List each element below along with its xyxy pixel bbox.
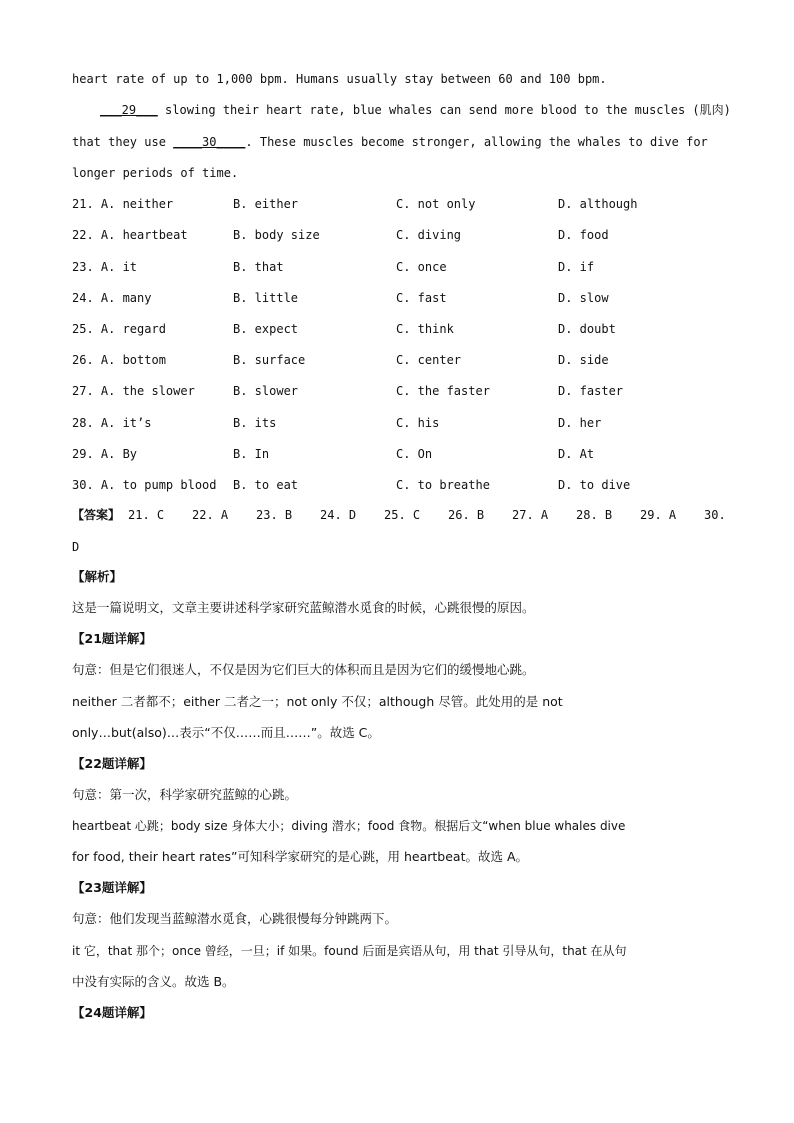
option-row — [0, 196, 794, 212]
option-c: C. fast — [396, 291, 447, 305]
q23-line-1: 句意：他们发现当蓝鲸潜水觅食，心跳很慢每分钟跳两下。 — [72, 911, 398, 926]
answer-item: 22. A — [192, 508, 229, 522]
option-c: C. On — [396, 447, 433, 461]
option-b: B. In — [233, 447, 270, 461]
option-c: C. center — [396, 353, 462, 367]
option-a: 24. A. many — [72, 291, 152, 305]
passage-line-3 — [72, 134, 708, 150]
analysis-heading: 【解析】 — [72, 569, 123, 584]
option-row — [0, 446, 794, 462]
option-row — [0, 383, 794, 399]
option-row — [0, 321, 794, 337]
option-d: D. although — [558, 197, 638, 211]
answer-item: 27. A — [512, 508, 549, 522]
answer-item: 23. B — [256, 508, 293, 522]
answer-item: 21. C — [128, 508, 165, 522]
option-a: 23. A. it — [72, 260, 138, 274]
option-a: 30. A. to pump blood — [72, 478, 217, 492]
option-d: D. faster — [558, 384, 624, 398]
answer-item: 28. B — [576, 508, 613, 522]
passage-line-1: heart rate of up to 1,000 bpm. Humans usually stay between 60 and 100 bpm. — [72, 72, 607, 86]
blank-29: ___29___ — [100, 103, 158, 117]
passage-line-3-start: that they use — [72, 135, 174, 149]
option-row — [0, 259, 794, 275]
q24-heading: 【24题详解】 — [72, 1005, 152, 1020]
option-row — [0, 227, 794, 243]
passage-line-2 — [100, 102, 731, 118]
option-b: B. its — [233, 416, 277, 430]
answer-item: 25. C — [384, 508, 421, 522]
option-d: D. food — [558, 228, 609, 242]
q22-line-2: heartbeat 心跳；body size 身体大小；diving 潜水；food 食物。根据后文“when blue whales dive — [72, 819, 626, 833]
option-row — [0, 352, 794, 368]
option-a: 25. A. regard — [72, 322, 166, 336]
q22-line-1: 句意：第一次，科学家研究蓝鲸的心跳。 — [72, 787, 298, 802]
q21-line-1: 句意：但是它们很迷人，不仅是因为它们巨大的体积而且是因为它们的缓慢地心跳。 — [72, 662, 535, 677]
option-b: B. surface — [233, 353, 306, 367]
option-d: D. to dive — [558, 478, 631, 492]
answer-item: 26. B — [448, 508, 485, 522]
option-d: D. At — [558, 447, 595, 461]
option-d: D. if — [558, 260, 595, 274]
answer-item: 30. — [704, 508, 726, 522]
q21-line-3: only…but(also)…表示“不仅……而且……”。故选 C。 — [72, 725, 380, 740]
option-a: 26. A. bottom — [72, 353, 166, 367]
option-row — [0, 477, 794, 493]
q21-heading: 【21题详解】 — [72, 631, 152, 646]
option-d: D. side — [558, 353, 609, 367]
option-c: C. the faster — [396, 384, 490, 398]
option-d: D. doubt — [558, 322, 616, 336]
q22-heading: 【22题详解】 — [72, 756, 152, 771]
option-b: B. that — [233, 260, 284, 274]
q23-heading: 【23题详解】 — [72, 880, 152, 895]
option-b: B. little — [233, 291, 299, 305]
q22-line-3: for food, their heart rates”可知科学家研究的是心跳，用 heartbeat。故选 A。 — [72, 849, 529, 864]
option-c: C. think — [396, 322, 454, 336]
option-b: B. either — [233, 197, 299, 211]
option-a: 21. A. neither — [72, 197, 174, 211]
passage-line-2-text: slowing their heart rate, blue whales can send more blood to the muscles (肌肉) — [157, 103, 731, 117]
blank-30: ____30____ — [173, 135, 246, 149]
q23-line-2: it 它，that 那个；once 曾经，一旦；if 如果。found 后面是宾语从句，用 that 引导从句，that 在从句 — [72, 944, 627, 958]
answer-item: 29. A — [640, 508, 677, 522]
option-b: B. expect — [233, 322, 299, 336]
answer-label: 【答案】 — [72, 508, 121, 522]
option-b: B. slower — [233, 384, 299, 398]
option-a: 22. A. heartbeat — [72, 228, 188, 242]
option-a: 27. A. the slower — [72, 384, 195, 398]
option-d: D. her — [558, 416, 602, 430]
option-d: D. slow — [558, 291, 609, 305]
analysis-summary: 这是一篇说明文，文章主要讲述科学家研究蓝鲸潜水觅食的时候，心跳很慢的原因。 — [72, 600, 535, 615]
option-c: C. his — [396, 416, 440, 430]
option-c: C. not only — [396, 197, 476, 211]
option-b: B. to eat — [233, 478, 299, 492]
q21-line-2: neither 二者都不；either 二者之一；not only 不仅；although 尽管。此处用的是 not — [72, 694, 563, 709]
option-c: C. once — [396, 260, 447, 274]
option-a: 29. A. By — [72, 447, 138, 461]
answer-tail: D — [72, 540, 80, 554]
answer-item: 24. D — [320, 508, 357, 522]
answer-line — [72, 507, 732, 523]
q23-line-3: 中没有实际的含义。故选 B。 — [72, 974, 235, 989]
option-row — [0, 415, 794, 431]
option-c: C. to breathe — [396, 478, 490, 492]
option-b: B. body size — [233, 228, 320, 242]
option-a: 28. A. it’s — [72, 416, 152, 430]
option-c: C. diving — [396, 228, 462, 242]
passage-line-3-text: . These muscles become stronger, allowing the whales to dive for — [245, 135, 708, 149]
option-row — [0, 290, 794, 306]
passage-line-4: longer periods of time. — [72, 166, 239, 180]
